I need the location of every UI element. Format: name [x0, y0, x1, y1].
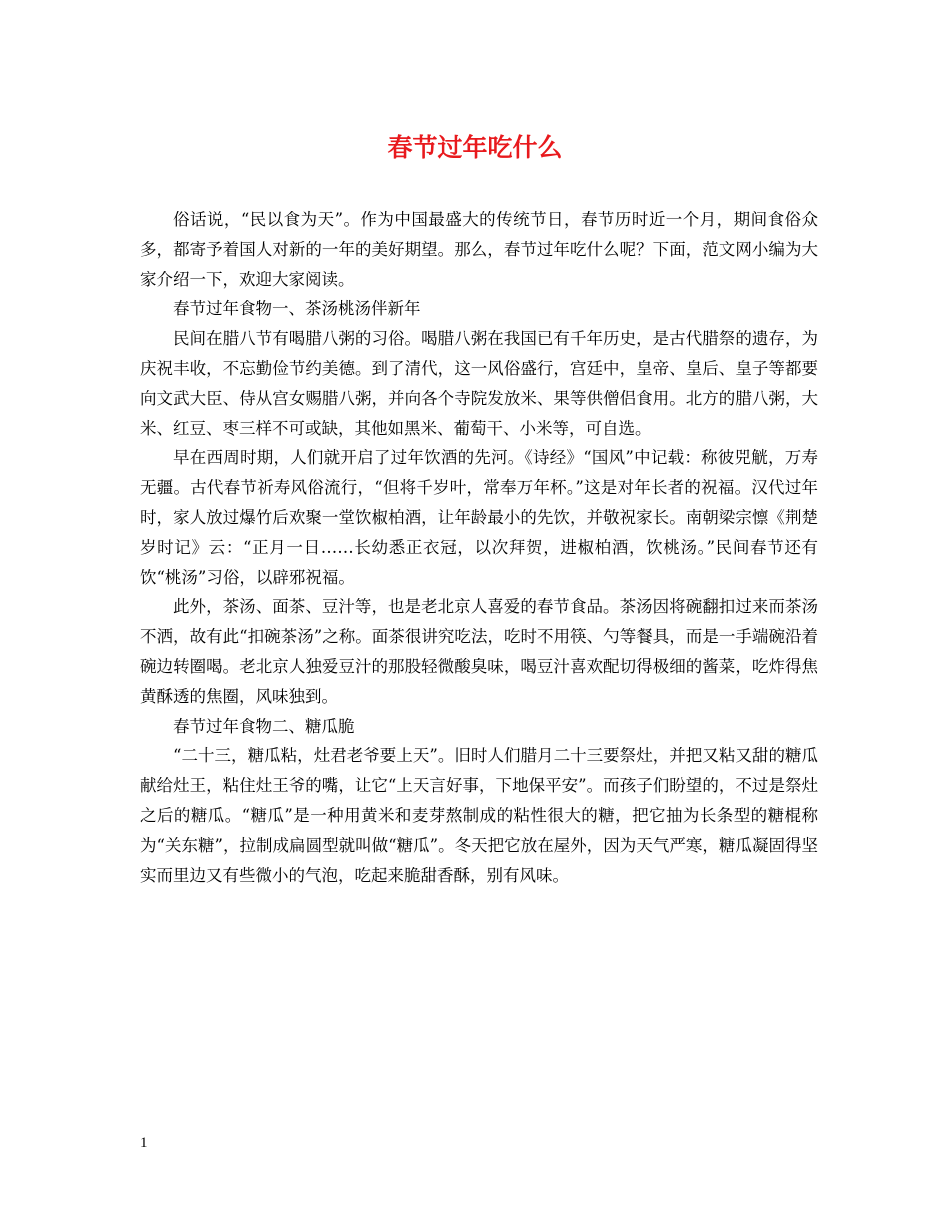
section-heading-1: 春节过年食物一、茶汤桃汤伴新年 [173, 299, 421, 319]
paragraph-tanggua: “二十三，糖瓜粘，灶君老爷要上天”。旧时人们腊月二十三要祭灶，并把又粘又甜的糖瓜献给灶王，粘住灶王爷的嘴，让它“上天言好事，下地保平安”。而孩子们盼望的，不过是祭灶之后的糖瓜。“糖瓜”是一种用黄米和麦芽熬制成的粘性很大的糖，把它抽为长条型的糖棍称为“关东糖”，拉制成扁圆型就叫做“糖瓜”。冬天把它放在屋外，因为天气严寒，糖瓜凝固得坚实而里边又有些微小的气泡，吃起来脆甜香酥，别有风味。 [140, 746, 818, 885]
document-body [140, 205, 818, 890]
paragraph-wine: 早在西周时期，人们就开启了过年饮酒的先河。《诗经》“国风”中记载：称彼兕觥，万寿无疆。古代春节祈寿风俗流行，“但将千岁叶，常奉万年杯。”这是对年长者的祝福。汉代过年时，家人放过爆竹后欢聚一堂饮椒柏酒，让年龄最小的先饮，并敬祝家长。南朝梁宗懔《荆楚岁时记》云：“正月一日……长幼悉正衣冠，以次拜贺，进椒柏酒，饮桃汤。”民间春节还有饮“桃汤”习俗，以辟邪祝福。 [140, 448, 818, 587]
document-title: 春节过年吃什么 [387, 133, 563, 162]
page-number: 1 [140, 1135, 148, 1151]
paragraph-laba: 民间在腊八节有喝腊八粥的习俗。喝腊八粥在我国已有千年历史，是古代腊祭的遗存，为庆祝丰收，不忘勤俭节约美德。到了清代，这一风俗盛行，宫廷中，皇帝、皇后、皇子等都要向文武大臣、侍从宫女赐腊八粥，并向各个寺院发放米、果等供僧侣食用。北方的腊八粥，大米、红豆、枣三样不可或缺，其他如黑米、葡萄干、小米等，可自选。 [140, 329, 818, 438]
section-heading-2: 春节过年食物二、糖瓜脆 [173, 716, 355, 736]
paragraph-intro: 俗话说，“民以食为天”。作为中国最盛大的传统节日，春节历时近一个月，期间食俗众多，都寄予着国人对新的一年的美好期望。那么，春节过年吃什么呢？下面，范文网小编为大家介绍一下，欢迎大家阅读。 [140, 210, 818, 289]
paragraph-beijing-foods: 此外，茶汤、面茶、豆汁等，也是老北京人喜爱的春节食品。茶汤因将碗翻扣过来而茶汤不洒，故有此“扣碗茶汤”之称。面茶很讲究吃法，吃时不用筷、勺等餐具，而是一手端碗沿着碗边转圈喝。老北京人独爱豆汁的那股轻微酸臭味，喝豆汁喜欢配切得极细的酱菜，吃炸得焦黄酥透的焦圈，风味独到。 [140, 597, 818, 706]
